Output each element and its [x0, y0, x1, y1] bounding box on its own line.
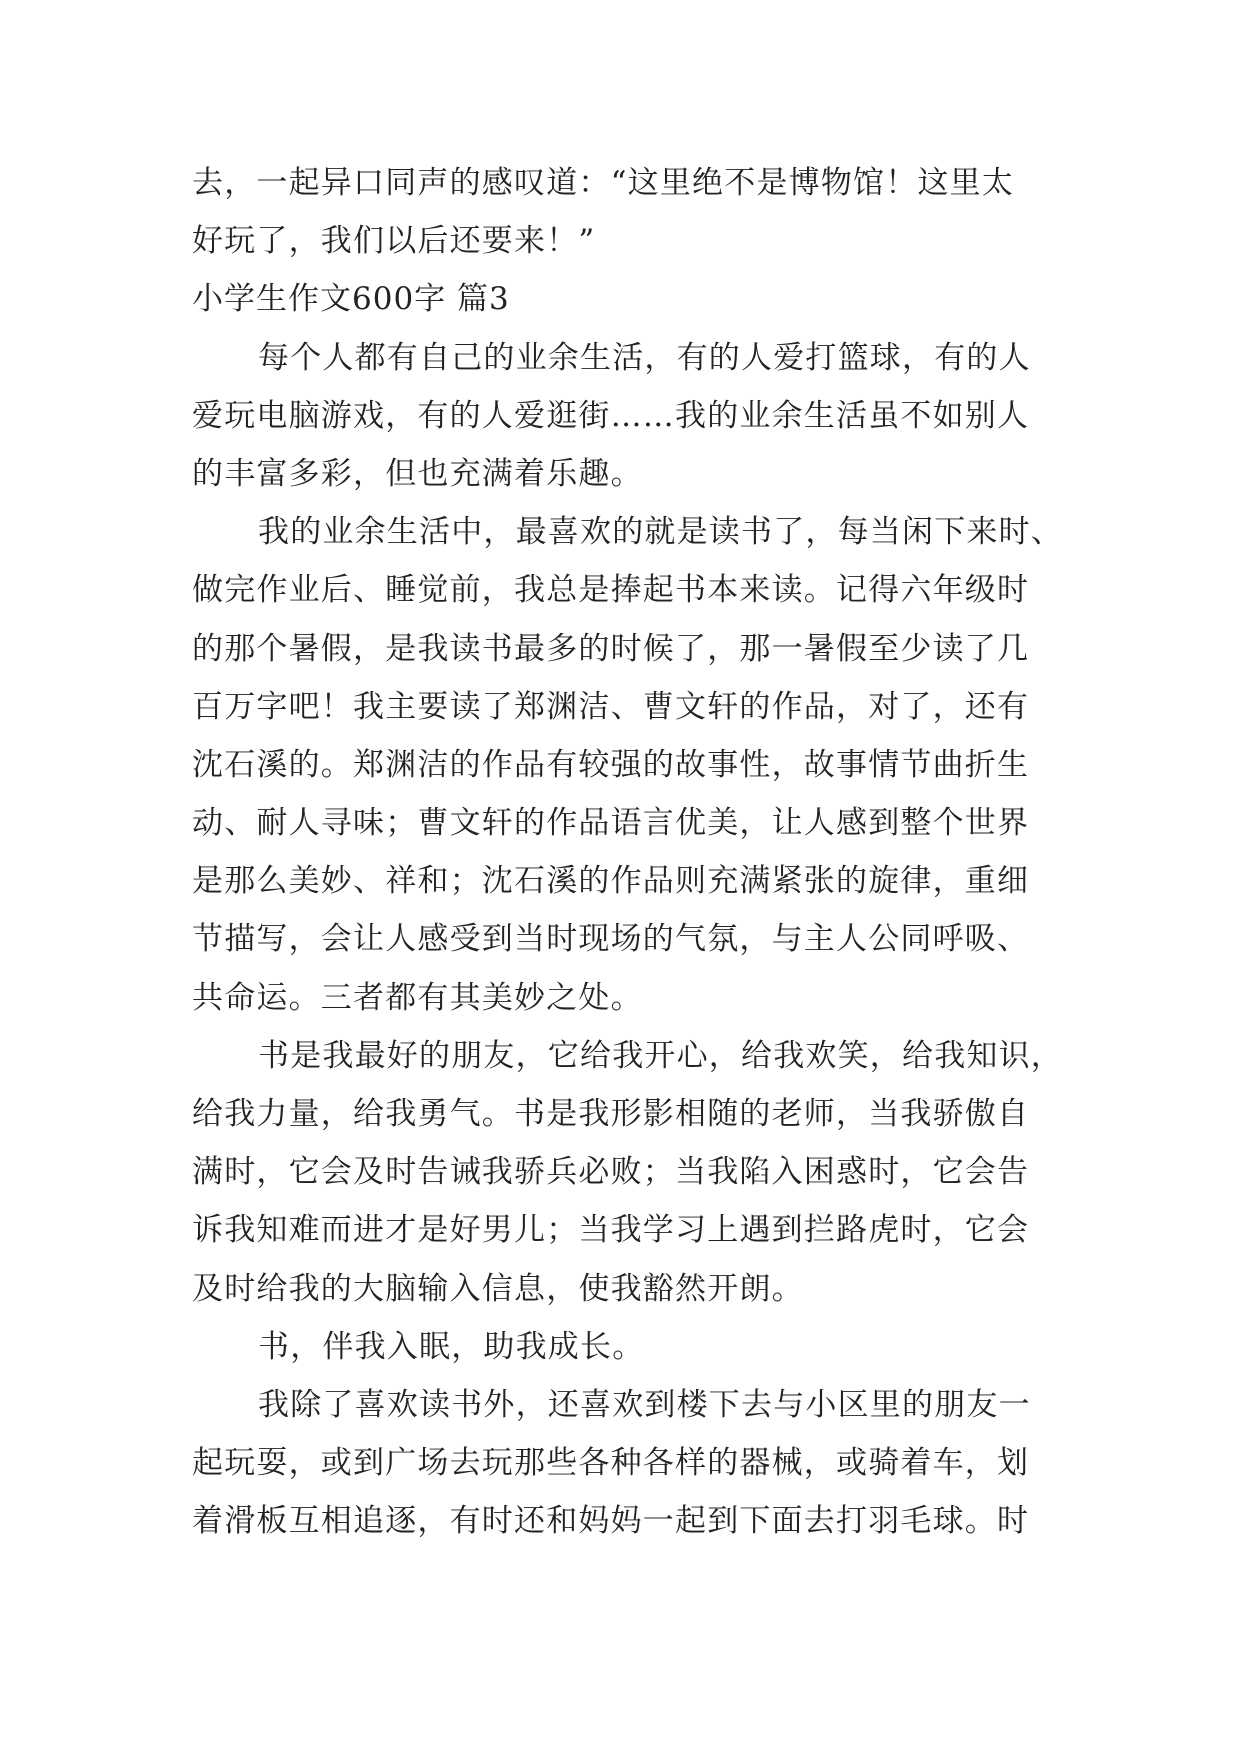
text-line: 沈石溪的。郑渊洁的作品有较强的故事性，故事情节曲折生	[192, 746, 1030, 783]
paragraph-first-line: 我的业余生活中，最喜欢的就是读书了，每当闲下来时、	[258, 514, 1063, 551]
text-line: 着滑板互相追逐，有时还和妈妈一起到下面去打羽毛球。时	[192, 1503, 1030, 1540]
text-line: 动、耐人寻味；曹文轩的作品语言优美，让人感到整个世界	[192, 805, 1030, 842]
text-line: 的那个暑假，是我读书最多的时候了，那一暑假至少读了几	[192, 630, 1030, 667]
paragraph-first-line: 书是我最好的朋友，它给我开心，给我欢笑，给我知识，	[258, 1037, 1063, 1074]
text-line: 爱玩电脑游戏，有的人爱逛街……我的业余生活虽不如别人	[192, 397, 1030, 434]
paragraph-first-line: 每个人都有自己的业余生活，有的人爱打篮球，有的人	[258, 339, 1031, 376]
text-line: 给我力量，给我勇气。书是我形影相随的老师，当我骄傲自	[192, 1096, 1030, 1132]
text-line: 节描写，会让人感受到当时现场的气氛，与主人公同呼吸、	[192, 921, 1030, 958]
text-line: 做完作业后、睡觉前，我总是捧起书本来读。记得六年级时	[192, 572, 1030, 609]
text-line: 起玩耍，或到广场去玩那些各种各样的器械，或骑着车，划	[192, 1445, 1030, 1482]
paragraph-first-line: 书，伴我入眠，助我成长。	[258, 1328, 645, 1365]
text-line: 去，一起异口同声的感叹道：“这里绝不是博物馆！这里太	[192, 165, 1015, 201]
text-line: 满时，它会及时告诫我骄兵必败；当我陷入困惑时，它会告	[192, 1154, 1030, 1191]
text-line: 及时给我的大脑输入信息，使我豁然开朗。	[192, 1270, 804, 1307]
text-line: 共命运。三者都有其美妙之处。	[192, 979, 643, 1016]
paragraph-first-line: 我除了喜欢读书外，还喜欢到楼下去与小区里的朋友一	[258, 1386, 1031, 1423]
section-heading: 小学生作文600字 篇3	[192, 281, 510, 318]
document-body	[192, 154, 1072, 1551]
text-line: 百万字吧！我主要读了郑渊洁、曹文轩的作品，对了，还有	[192, 688, 1030, 725]
text-line: 好玩了，我们以后还要来！”	[192, 223, 596, 260]
text-line: 是那么美妙、祥和；沈石溪的作品则充满紧张的旋律，重细	[192, 863, 1030, 900]
text-line: 的丰富多彩，但也充满着乐趣。	[192, 455, 643, 492]
text-line: 诉我知难而进才是好男儿；当我学习上遇到拦路虎时，它会	[192, 1212, 1030, 1249]
